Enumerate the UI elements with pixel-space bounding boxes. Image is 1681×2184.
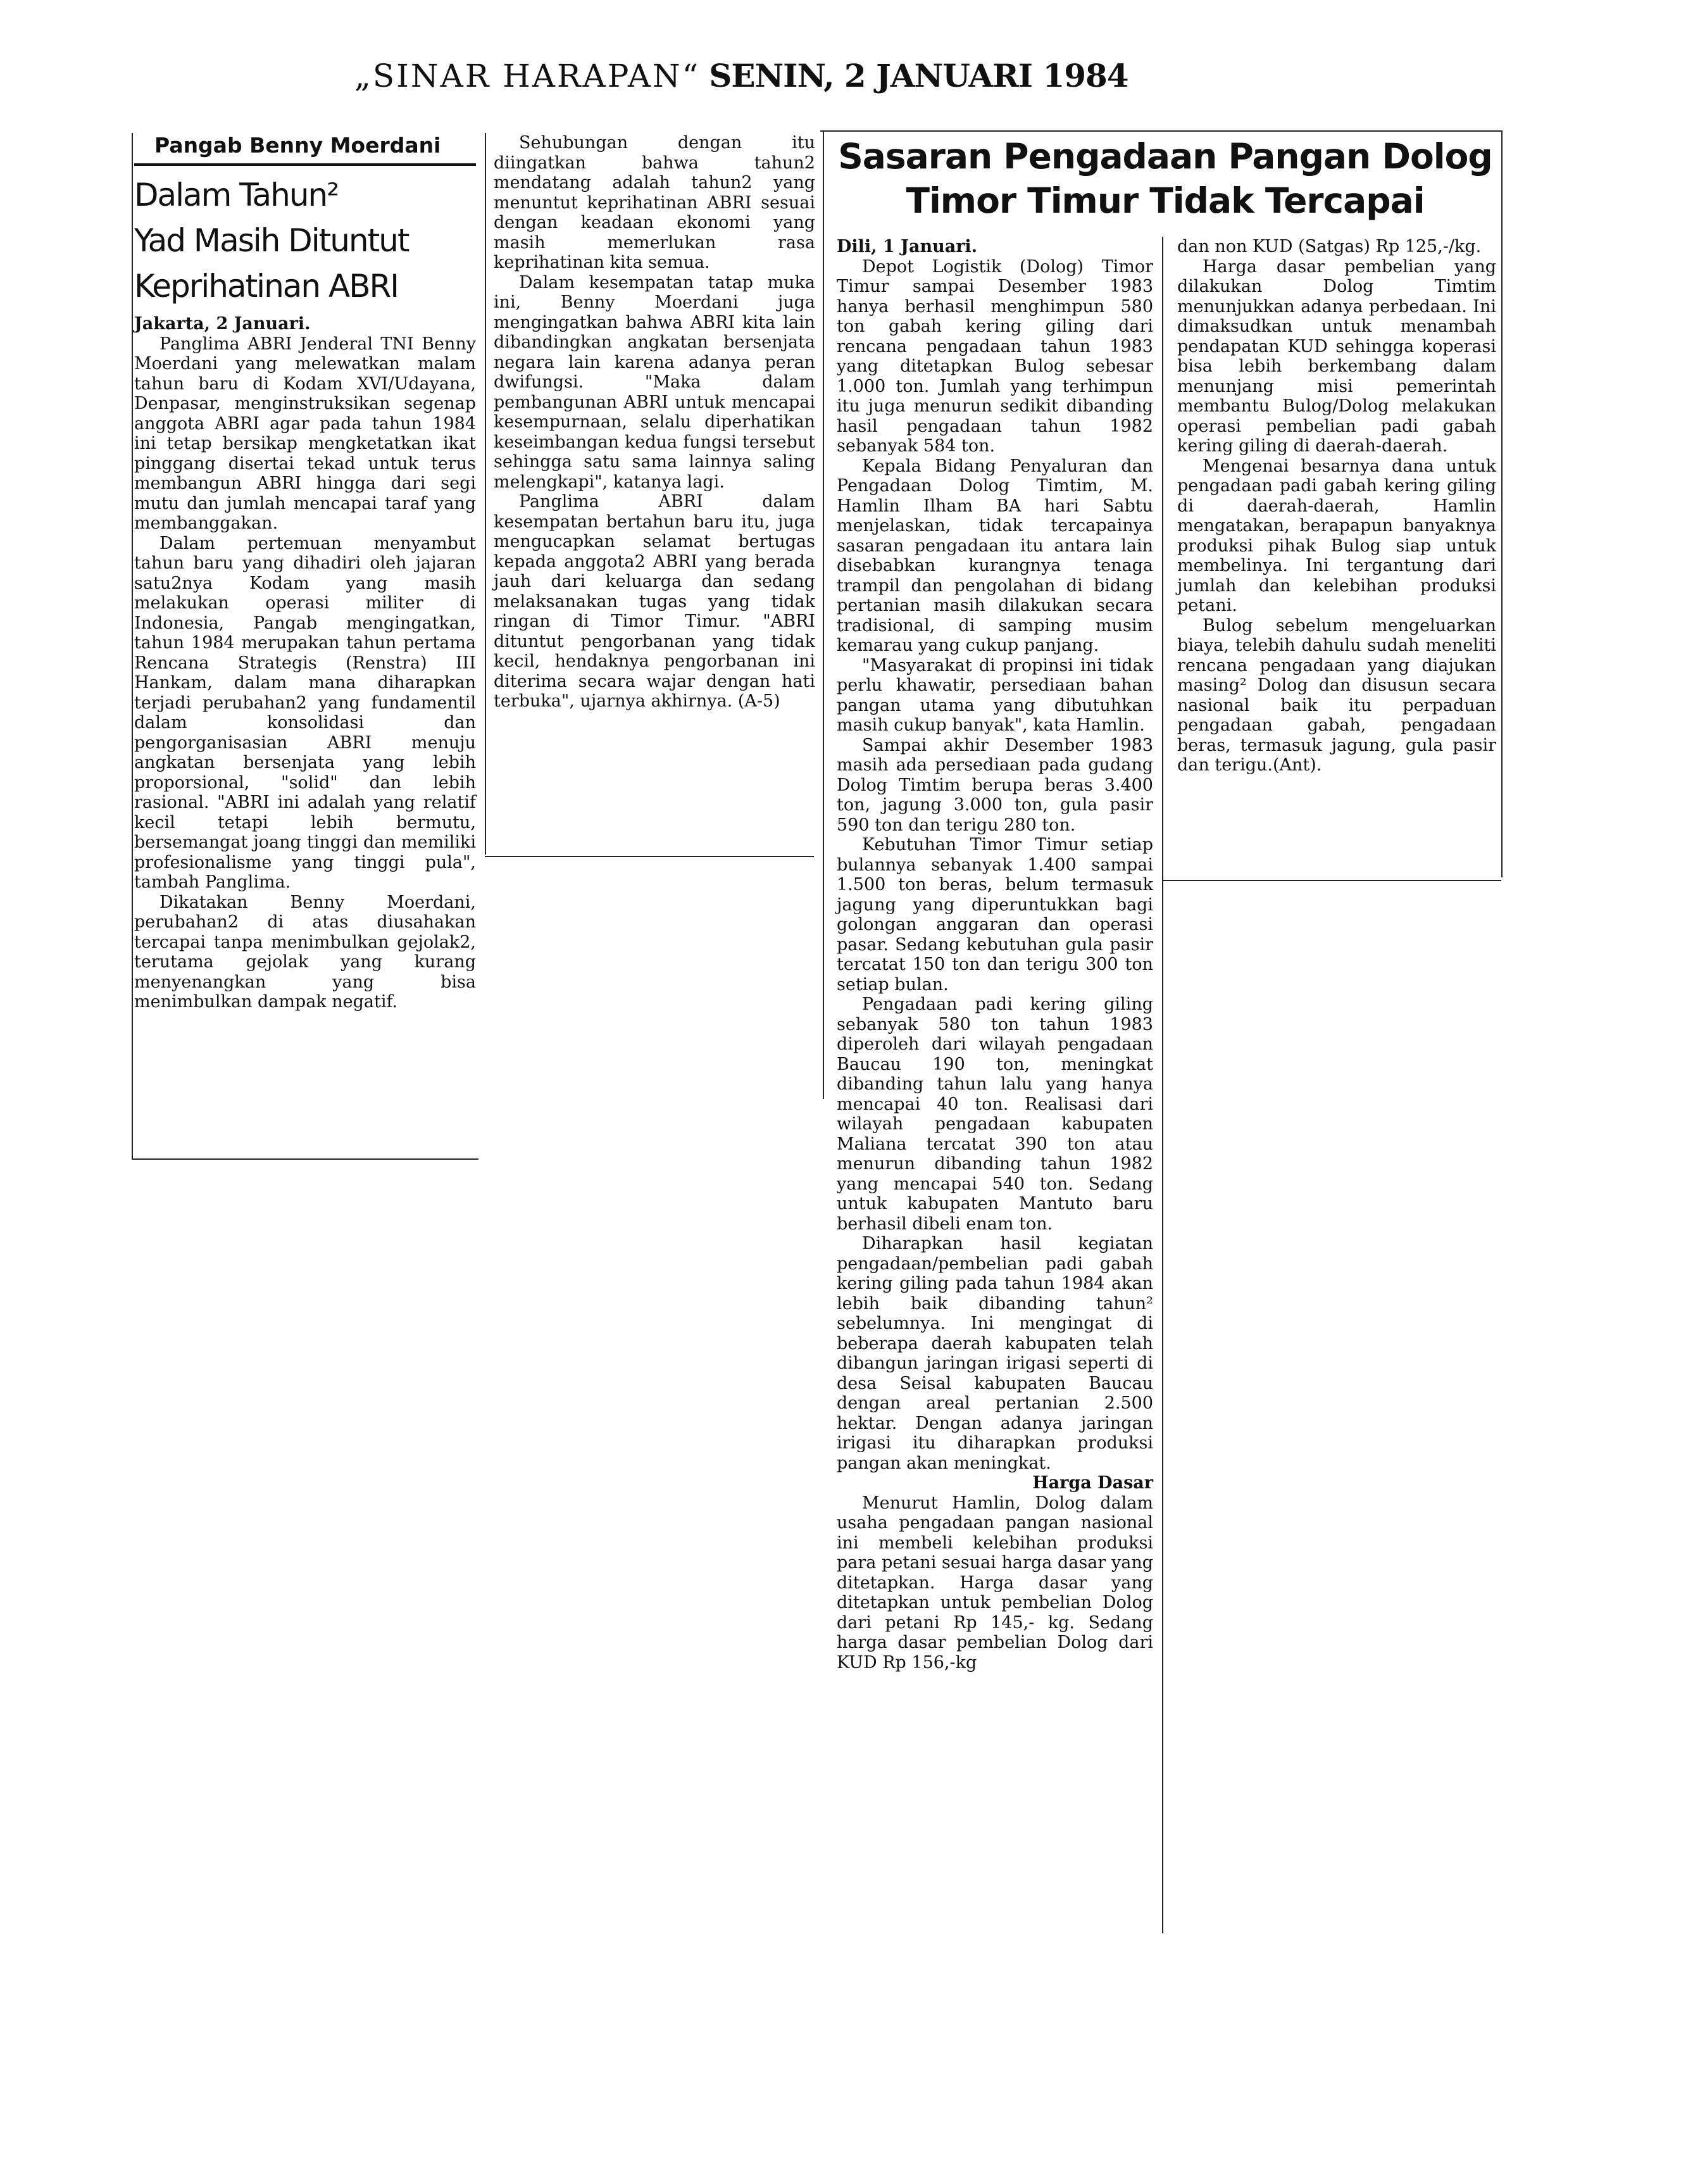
column-rule: [485, 133, 486, 855]
headline-line: Dalam Tahun²: [134, 177, 339, 213]
body-paragraph: Bulog sebelum mengeluarkan biaya, telebih dahulu sudah meneliti rencana pengadaan yang diajukan masing² Dolog dan disusun secara nasional baik itu perpaduan pengadaan gabah, pengadaan beras, termasuk jagung, gula pasir dan terigu.(Ant).: [1177, 615, 1496, 775]
body-paragraph: Mengenai besarnya dana untuk pengadaan padi gabah kering giling di daerah-daerah, Hamlin mengatakan, berapapun banyaknya produksi pihak Bulog siap untuk membelinya. Ini tergantung dari jumlah dan kelebihan produksi petani.: [1177, 456, 1496, 615]
headline-line: Yad Masih Dituntut: [134, 222, 409, 259]
body-paragraph: Kebutuhan Timor Timur setiap bulannya sebanyak 1.400 sampai 1.500 ton beras, belum termasuk jagung yang diperuntukkan bagi golongan anggaran dan operasi pasar. Sedang kebutuhan gula pasir tercatat 150 ton dan terigu 300 ton setiap bulan.: [837, 835, 1153, 995]
column-rule: [1501, 130, 1503, 877]
column-rule: [820, 130, 1501, 132]
body-paragraph: Panglima ABRI dalam kesempatan bertahun baru itu, juga mengucapkan selamat bertugas kepada anggota2 ABRI yang berada jauh dari keluarga dan sedang melaksanakan tugas yang tidak ringan di Timor Timur. "ABRI dituntut pengorbanan yang tidak kecil, hendaknya pengorbanan ini diterima secara wajar dengan hati terbuka", ujarnya akhirnya. (A-5): [494, 492, 815, 711]
body-paragraph: "Masyarakat di propinsi ini tidak perlu khawatir, persediaan bahan pangan utama yang dibutuhkan masih cukup banyak", kata Hamlin.: [837, 655, 1153, 735]
body-paragraph: Menurut Hamlin, Dolog dalam usaha pengadaan pangan nasional ini membeli kelebihan produksi para petani sesuai harga dasar yang ditetapkan. Harga dasar yang ditetapkan untuk pembelian Dolog dari petani Rp 145,- kg. Sedang harga dasar pembelian Dolog dari KUD Rp 156,-kg: [837, 1493, 1153, 1673]
body-paragraph: Dalam kesempatan tatap muka ini, Benny Moerdani juga mengingatkan bahwa ABRI kita lain dibandingkan angkatan bersenjata negara lain karena adanya peran dwifungsi. "Maka dalam pembangunan ABRI untuk mencapai kesempurnaan, selalu diperhatikan keseimbangan kedua fungsi tersebut sehingga satu sama lainnya saling melengkapi", katanya lagi.: [494, 272, 815, 492]
continuation-text: dan non KUD (Satgas) Rp 125,-/kg.: [1177, 237, 1482, 256]
article2-headline: [833, 134, 1497, 223]
article1-column2: [494, 133, 815, 712]
body-paragraph: Pengadaan padi kering giling sebanyak 580 ton tahun 1983 diperoleh dari wilayah pengadaan Baucau 190 ton, meningkat dibanding tahun lalu yang hanya mencapai 40 ton. Realisasi dari wilayah pengadaan kabupaten Maliana tercatat 390 ton atau menurun dibanding tahun 1982 yang mencapai 540 ton. Sedang untuk kabupaten Mantuto baru berhasil dibeli enam ton.: [837, 995, 1153, 1234]
column-rule: [1162, 880, 1501, 881]
body-paragraph: Dikatakan Benny Moerdani, perubahan2 di atas diusahakan tercapai tanpa menimbulkan gejolak2, terutama gejolak yang kurang menyenangkan yang bisa menimbulkan dampak negatif.: [134, 892, 476, 1012]
column-rule: [132, 1158, 478, 1160]
headline-line: Sasaran Pengadaan Pangan Dolog: [838, 136, 1492, 177]
body-paragraph: Kepala Bidang Penyaluran dan Pengadaan Dolog Timtim, M. Hamlin Ilham BA hari Sabtu menjelaskan, tidak tercapainya sasaran pengadaan itu antara lain disebabkan kurangnya tenaga trampil dan pengolahan di bidang pertanian masih dilakukan secara tradisional, di samping musim kemarau yang cukup panjang.: [837, 456, 1153, 655]
headline-line: Keprihatinan ABRI: [134, 268, 398, 304]
body-paragraph: Sampai akhir Desember 1983 masih ada persediaan pada gudang Dolog Timtim berupa beras 3.400 ton, jagung 3.000 ton, gula pasir 590 ton dan terigu 280 ton.: [837, 735, 1153, 835]
masthead: [354, 51, 1240, 101]
article1-kicker: Pangab Benny Moerdani: [154, 133, 441, 158]
subheading: Harga Dasar: [1032, 1473, 1153, 1493]
article1-headline: [134, 172, 476, 309]
kicker-rule: [134, 163, 476, 166]
issue-date: SENIN, 2 JANUARI 1984: [709, 57, 1128, 94]
newspaper-name: „SINAR HARAPAN“: [354, 58, 701, 94]
body-paragraph: Panglima ABRI Jenderal TNI Benny Moerdani yang melewatkan malam tahun baru di Kodam XVI/Udayana, Denpasar, menginstruksikan segenap anggota ABRI agar pada tahun 1984 ini tetap bersikap mengketatkan ikat pinggang disertai tekad untuk terus membangun ABRI hingga dari segi mutu dan jumlah mencapai taraf yang membanggakan.: [134, 334, 476, 533]
column-rule: [132, 133, 133, 1158]
column-rule: [823, 130, 824, 1099]
article1-dateline: Jakarta, 2 Januari.: [134, 314, 311, 334]
body-paragraph: Harga dasar pembelian yang dilakukan Dolog Timtim menunjukkan adanya perbedaan. Ini dimaksudkan untuk menambah pendapatan KUD sehingga koperasi bisa lebih berkembang dalam menunjang misi pemerintah membantu Bulog/Dolog melakukan operasi pembelian padi gabah kering giling di daerah-daerah.: [1177, 256, 1496, 456]
headline-line: Timor Timur Tidak Tercapai: [906, 180, 1425, 221]
body-paragraph: Diharapkan hasil kegiatan pengadaan/pembelian padi gabah kering giling pada tahun 1984 akan lebih baik dibanding tahun² sebelumnya. Ini mengingat di beberapa daerah kabupaten telah dibangun jaringan irigasi seperti di desa Seisal kabupaten Baucau dengan areal pertanian 2.500 hektar. Dengan adanya jaringan irigasi itu diharapkan produksi pangan akan meningkat.: [837, 1234, 1153, 1473]
body-paragraph: Sehubungan dengan itu diingatkan bahwa tahun2 mendatang adalah tahun2 yang menuntut keprihatinan ABRI sesuai dengan keadaan ekonomi yang masih memerlukan rasa keprihatinan kita semua.: [494, 133, 815, 272]
article2-dateline: Dili, 1 Januari.: [837, 237, 978, 256]
article2-column1: [837, 237, 1153, 1673]
article2-column2: [1177, 237, 1496, 775]
column-rule: [485, 856, 814, 857]
column-rule: [1162, 237, 1163, 1933]
body-paragraph: Depot Logistik (Dolog) Timor Timur sampai Desember 1983 hanya berhasil menghimpun 580 ton gabah kering giling dari rencana pengadaan tahun 1983 yang ditetapkan Bulog sebesar 1.000 ton. Jumlah yang terhimpun itu juga menurun sedikit dibanding hasil pengadaan tahun 1982 sebanyak 584 ton.: [837, 256, 1153, 456]
body-paragraph: Dalam pertemuan menyambut tahun baru yang dihadiri oleh jajaran satu2nya Kodam yang masih melakukan operasi militer di Indonesia, Pangab mengingatkan, tahun 1984 merupakan tahun pertama Rencana Strategis (Renstra) III Hankam, dalam mana diharapkan terjadi perubahan2 yang fundamentil dalam konsolidasi dan pengorganisasian ABRI menuju angkatan bersenjata yang lebih proporsional, "solid" dan lebih rasional. "ABRI ini adalah yang relatif kecil tetapi lebih bermutu, bersemangat joang tinggi dan memiliki profesionalisme yang tinggi pula", tambah Panglima.: [134, 533, 476, 892]
article1-column1: [134, 133, 476, 1012]
